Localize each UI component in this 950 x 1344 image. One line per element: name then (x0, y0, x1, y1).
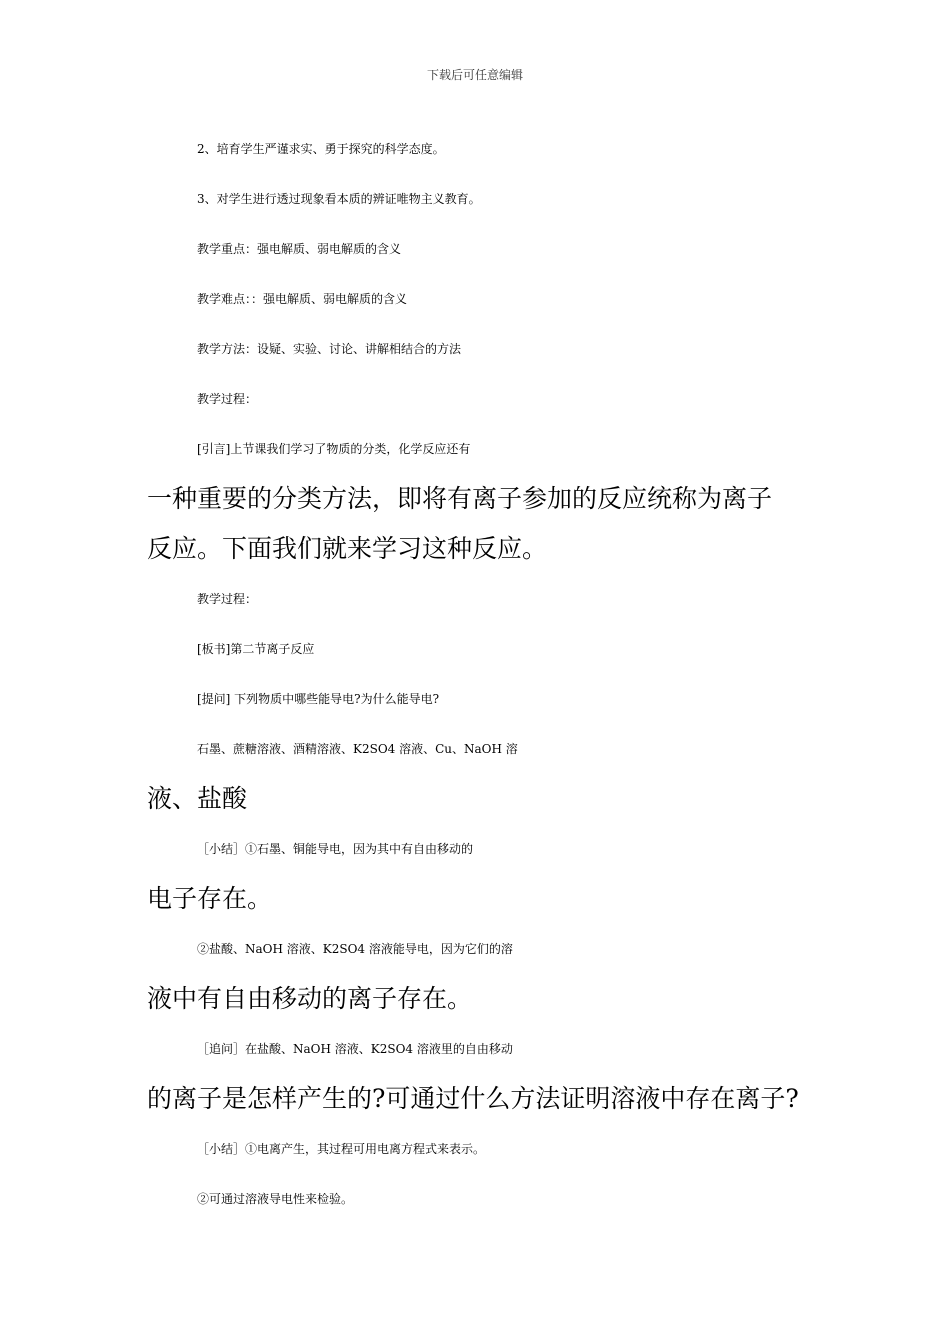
text-line: 一种重要的分类方法，即将有离子参加的反应统称为离子 (147, 484, 773, 513)
text-line: [提问] 下列物质中哪些能导电?为什么能导电? (197, 692, 440, 706)
text-line: 2、培育学生严谨求实、勇于探究的科学态度。 (197, 142, 445, 156)
text-line: 电子存在。 (147, 884, 273, 913)
text-line: 的离子是怎样产生的?可通过什么方法证明溶液中存在离子? (147, 1084, 799, 1113)
text-line: [板书]第二节离子反应 (197, 642, 315, 656)
text-line: ②可通过溶液导电性来检验。 (197, 1192, 354, 1206)
text-line: 反应。下面我们就来学习这种反应。 (147, 534, 548, 563)
text-line: ［小结］①电离产生，其过程可用电离方程式来表示。 (197, 1142, 486, 1156)
text-line: 教学过程： (197, 592, 258, 606)
page-header: 下载后可任意编辑 (426, 68, 523, 82)
text-line: ［追问］在盐酸、NaOH 溶液、K2SO4 溶液里的自由移动 (197, 1042, 513, 1056)
text-line: 3、对学生进行透过现象看本质的辨证唯物主义教育。 (197, 192, 481, 206)
text-line: 液中有自由移动的离子存在。 (147, 984, 473, 1013)
text-line: 石墨、蔗糖溶液、酒精溶液、K2SO4 溶液、Cu、NaOH 溶 (197, 742, 518, 756)
text-line: 教学过程： (197, 392, 258, 406)
text-line: 教学难点：：强电解质、弱电解质的含义 (197, 292, 408, 306)
text-line: ［小结］①石墨、铜能导电，因为其中有自由移动的 (197, 842, 474, 856)
text-line: ②盐酸、NaOH 溶液、K2SO4 溶液能导电，因为它们的溶 (197, 942, 513, 956)
text-line: 教学重点：强电解质、弱电解质的含义 (197, 242, 402, 256)
text-line: [引言]上节课我们学习了物质的分类，化学反应还有 (197, 442, 471, 456)
text-line: 液、盐酸 (147, 784, 248, 813)
text-line: 教学方法：设疑、实验、讨论、讲解相结合的方法 (197, 342, 462, 356)
